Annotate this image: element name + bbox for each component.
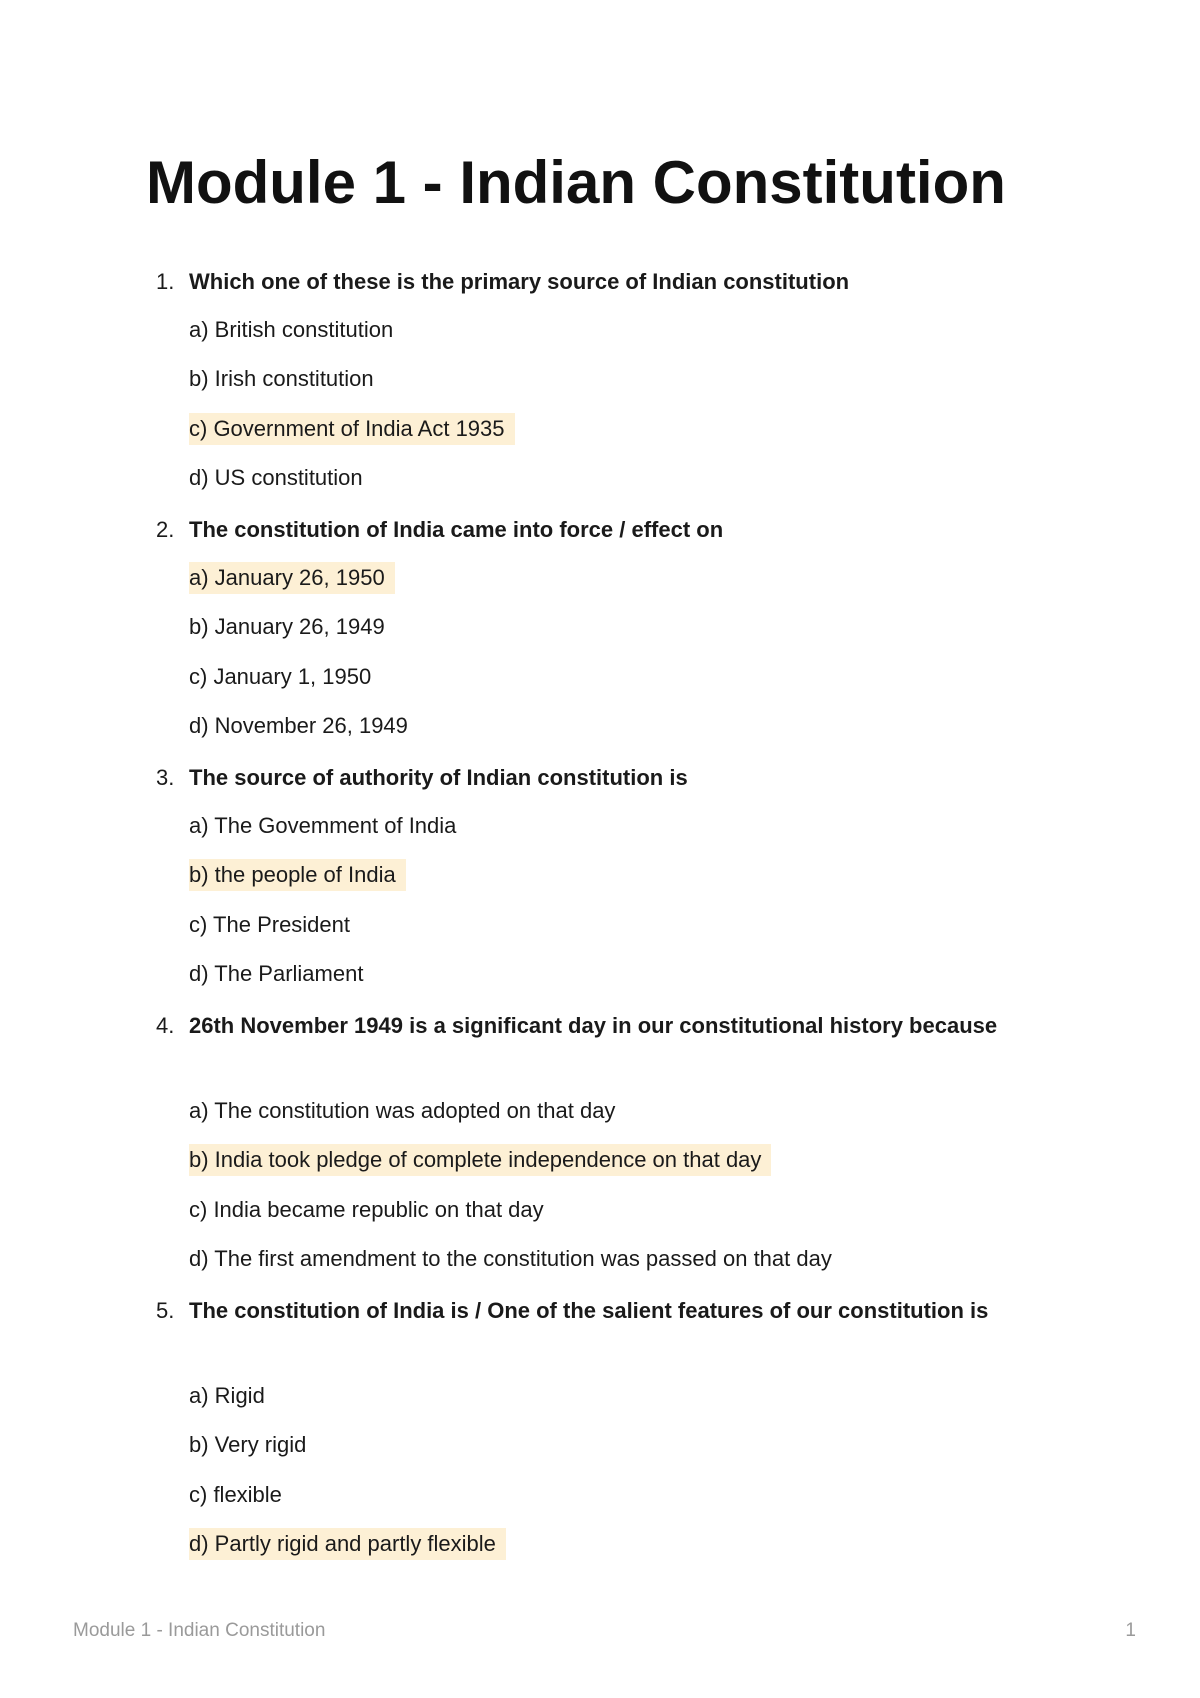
answer-option: a) The constitution was adopted on that day xyxy=(189,1098,616,1123)
correct-answer-option: a) January 26, 1950 xyxy=(189,562,395,594)
answer-option: c) India became republic on that day xyxy=(189,1197,544,1222)
question-number: 3. xyxy=(156,765,175,790)
answer-option: a) British constitution xyxy=(189,317,394,342)
answer-option: b) Very rigid xyxy=(189,1432,307,1457)
correct-answer-option: b) India took pledge of complete independence on that day xyxy=(189,1144,771,1176)
answer-option: a) Rigid xyxy=(189,1383,265,1408)
question-number: 2. xyxy=(156,517,175,542)
question-text: The constitution of India is / One of the salient features of our constitution is xyxy=(189,1298,989,1323)
answer-option: b) Irish constitution xyxy=(189,366,374,391)
answer-option: d) The first amendment to the constitution was passed on that day xyxy=(189,1246,832,1271)
correct-answer-option: b) the people of India xyxy=(189,859,406,891)
page-title: Module 1 - Indian Constitution xyxy=(146,149,1006,216)
question-text: The constitution of India came into force / effect on xyxy=(189,517,724,542)
question-number: 5. xyxy=(156,1298,175,1323)
question-number: 1. xyxy=(156,269,175,294)
answer-option: d) The Parliament xyxy=(189,961,364,986)
answer-option: c) January 1, 1950 xyxy=(189,664,372,689)
answer-option: d) November 26, 1949 xyxy=(189,713,408,738)
footer-title: Module 1 - Indian Constitution xyxy=(73,1620,326,1641)
question-number: 4. xyxy=(156,1013,175,1038)
answer-option: c) flexible xyxy=(189,1482,282,1507)
question-text: Which one of these is the primary source of Indian constitution xyxy=(189,269,850,294)
question-text: 26th November 1949 is a significant day in our constitutional history because xyxy=(189,1013,998,1038)
question-text: The source of authority of Indian constitution is xyxy=(189,765,688,790)
page-number: 1 xyxy=(1125,1620,1136,1641)
answer-option: b) January 26, 1949 xyxy=(189,614,385,639)
correct-answer-option: c) Government of India Act 1935 xyxy=(189,413,515,445)
answer-option: c) The President xyxy=(189,912,351,937)
correct-answer-option: d) Partly rigid and partly flexible xyxy=(189,1528,506,1560)
answer-option: d) US constitution xyxy=(189,465,363,490)
answer-option: a) The Govemment of India xyxy=(189,813,457,838)
